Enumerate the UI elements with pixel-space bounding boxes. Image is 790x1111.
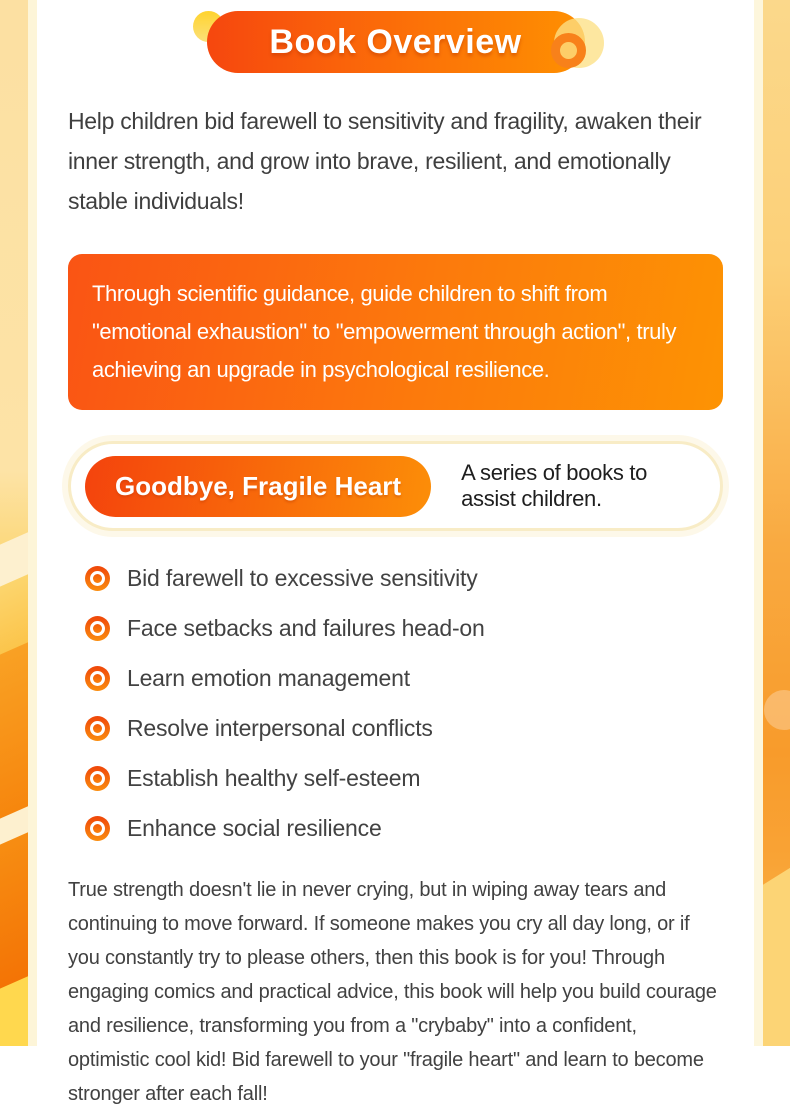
target-icon	[85, 616, 110, 641]
left-edge-decoration	[0, 0, 28, 1046]
right-glow-circle	[764, 690, 790, 730]
bullet-item	[85, 753, 723, 803]
target-icon	[85, 666, 110, 691]
header-banner	[207, 11, 585, 73]
bullet-label: Enhance social resilience	[127, 814, 382, 841]
target-icon	[85, 816, 110, 841]
bullet-item	[85, 703, 723, 753]
closing-paragraph: True strength doesn't lie in never crying, but in wiping away tears and continuing to move forward. If someone makes you cry all day long, or if you constantly try to please others, then this book is for you! Through engaging comics and practical advice, this book will help you build courage and resilience, transforming you from a "crybaby" into a confident, optimistic cool kid! Bid farewell to your "fragile heart" and learn to become stronger after each fall!	[68, 879, 717, 1105]
target-icon	[85, 716, 110, 741]
right-edge-line	[754, 0, 763, 1046]
intro-paragraph: Help children bid farewell to sensitivity and fragility, awaken their inner strength, and grow into brave, resilient, and emotionally stable individuals!	[68, 108, 702, 214]
right-edge-decoration	[763, 0, 790, 1046]
bullet-label: Bid farewell to excessive sensitivity	[127, 564, 478, 591]
highlight-text: Through scientific guidance, guide children to shift from "emotional exhaustion" to "empowerment through action", truly achieving an upgrade in psychological resilience.	[92, 281, 677, 382]
highlight-box	[68, 254, 723, 410]
target-icon-dot	[93, 674, 102, 683]
target-icon-dot	[93, 774, 102, 783]
bullet-label: Establish healthy self-esteem	[127, 764, 421, 791]
orange-ring-decoration	[551, 33, 586, 68]
target-icon	[85, 766, 110, 791]
target-icon-dot	[93, 624, 102, 633]
series-badge-label: Goodbye, Fragile Heart	[115, 470, 402, 501]
bullet-item	[85, 653, 723, 703]
target-icon-dot	[93, 724, 102, 733]
bullet-label: Learn emotion management	[127, 664, 410, 691]
target-icon	[85, 566, 110, 591]
left-edge-line	[28, 0, 37, 1046]
header-pill	[207, 11, 585, 73]
bullet-item	[85, 553, 723, 603]
target-icon-dot	[93, 824, 102, 833]
series-description: A series of books to assist children.	[461, 460, 648, 511]
series-card	[68, 441, 723, 531]
series-badge	[85, 456, 431, 517]
right-bottom-wedge	[763, 857, 790, 1046]
bullet-label: Resolve interpersonal conflicts	[127, 714, 433, 741]
bullet-item	[85, 803, 723, 853]
content-area	[37, 0, 754, 1105]
page-title: Book Overview	[269, 22, 522, 61]
target-icon-dot	[93, 574, 102, 583]
bullet-label: Face setbacks and failures head-on	[127, 614, 485, 641]
bullet-item	[85, 603, 723, 653]
bullet-list	[68, 553, 723, 853]
